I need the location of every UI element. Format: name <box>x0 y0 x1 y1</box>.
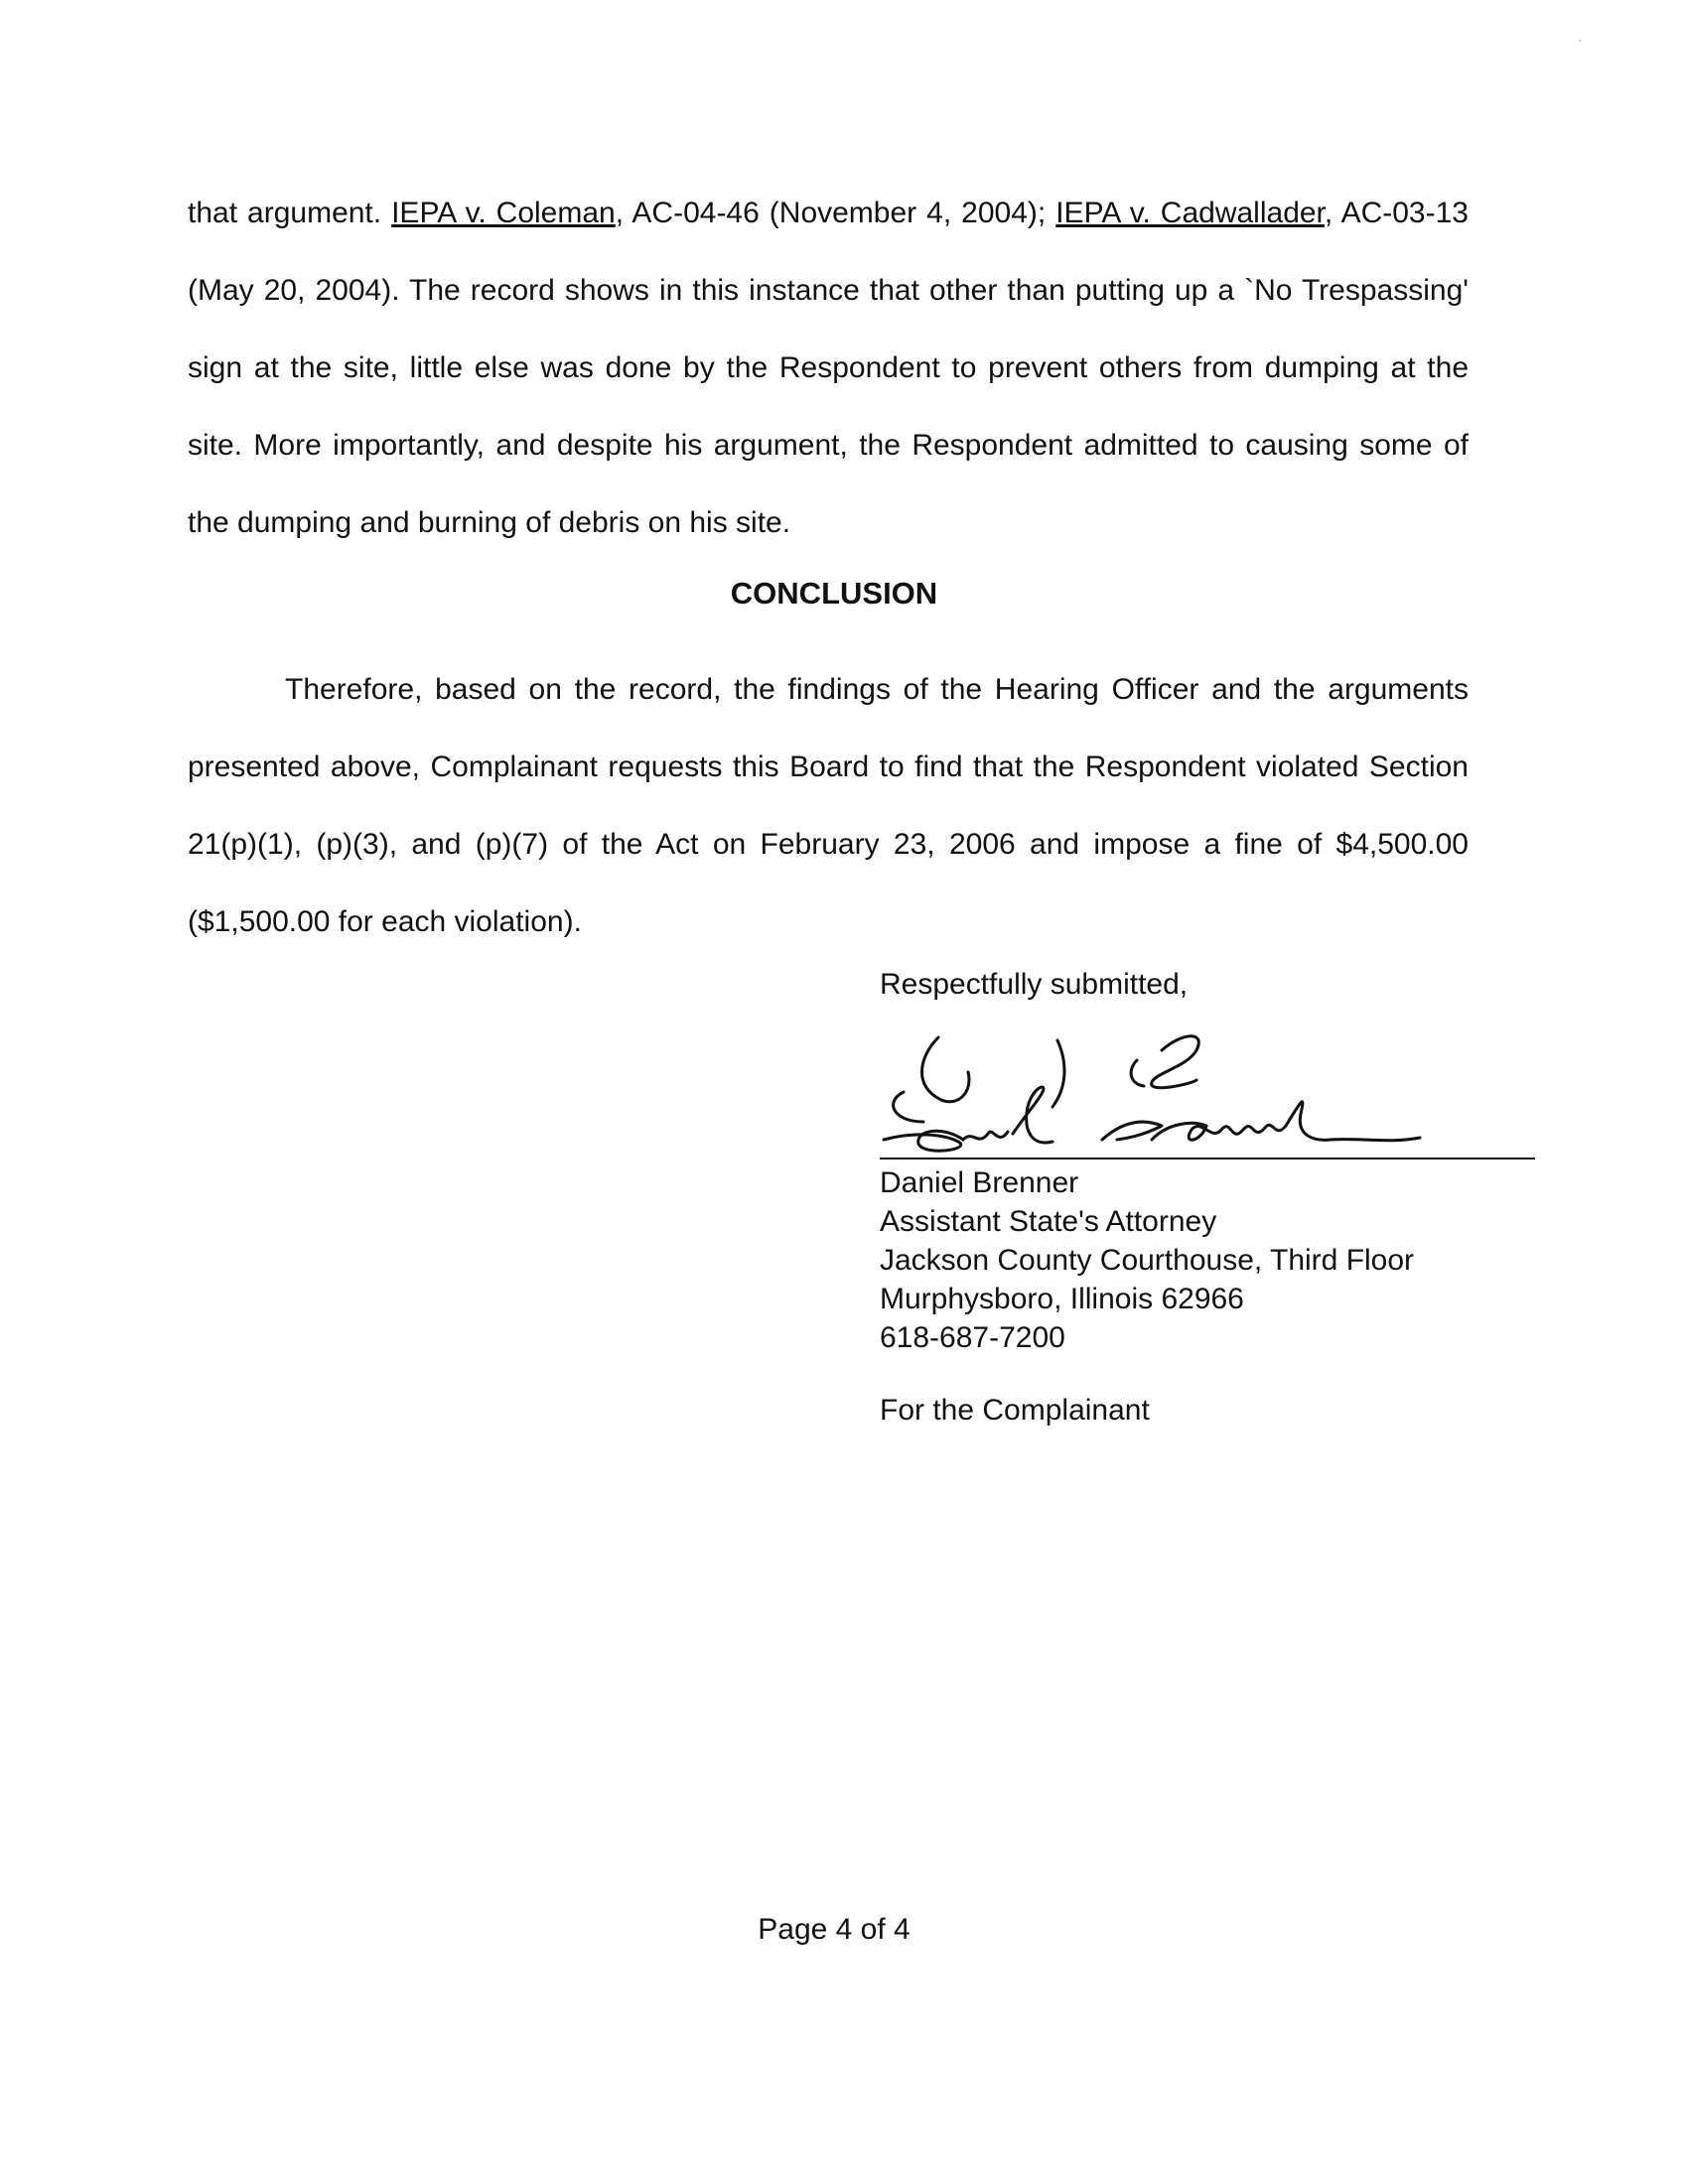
scan-speck <box>1579 40 1581 42</box>
signature-line <box>880 1158 1535 1160</box>
conclusion-paragraph: Therefore, based on the record, the findings of the Hearing Officer and the arguments presented above, Complainant requests this Board to find that the Respondent violated Section 21(p)(1), (p)(3), and (p)(7) of the Act on February 23, 2006 and impose a fine of $4,500.00 ($1,500.00 for each violation). <box>188 673 1469 938</box>
signer-block <box>880 1163 1414 1357</box>
signer-address-line-1: Jackson County Courthouse, Third Floor <box>880 1244 1415 1277</box>
text-run: , AC-03-13 (May 20, 2004). The record shows in this instance that other than putting up a `No Trespassing' sign at the site, little else was done by the Respondent to prevent others from dumping at the site. More importantly, and despite his argument, the Respondent admitted to causing some of the dumping and burning of debris on his site. <box>188 197 1469 539</box>
argument-paragraph <box>188 175 1469 562</box>
closing-line: Respectfully submitted, <box>880 968 1189 1001</box>
case-citation-coleman: IEPA v. Coleman <box>391 197 616 229</box>
signer-phone: 618-687-7200 <box>880 1321 1065 1354</box>
handwritten-signature <box>864 1023 1549 1161</box>
text-run: , AC-04-46 (November 4, 2004); <box>615 197 1056 229</box>
signer-title: Assistant State's Attorney <box>880 1205 1217 1238</box>
case-citation-cadwallader: IEPA v. Cadwallader <box>1055 197 1325 229</box>
signer-address-line-2: Murphysboro, Illinois 62966 <box>880 1283 1244 1315</box>
signer-name: Daniel Brenner <box>880 1166 1079 1199</box>
text-run: that argument. <box>188 197 392 229</box>
for-complainant-line: For the Complainant <box>880 1394 1150 1427</box>
conclusion-heading: CONCLUSION <box>730 576 938 611</box>
page-number-footer: Page 4 of 4 <box>758 1913 911 1946</box>
